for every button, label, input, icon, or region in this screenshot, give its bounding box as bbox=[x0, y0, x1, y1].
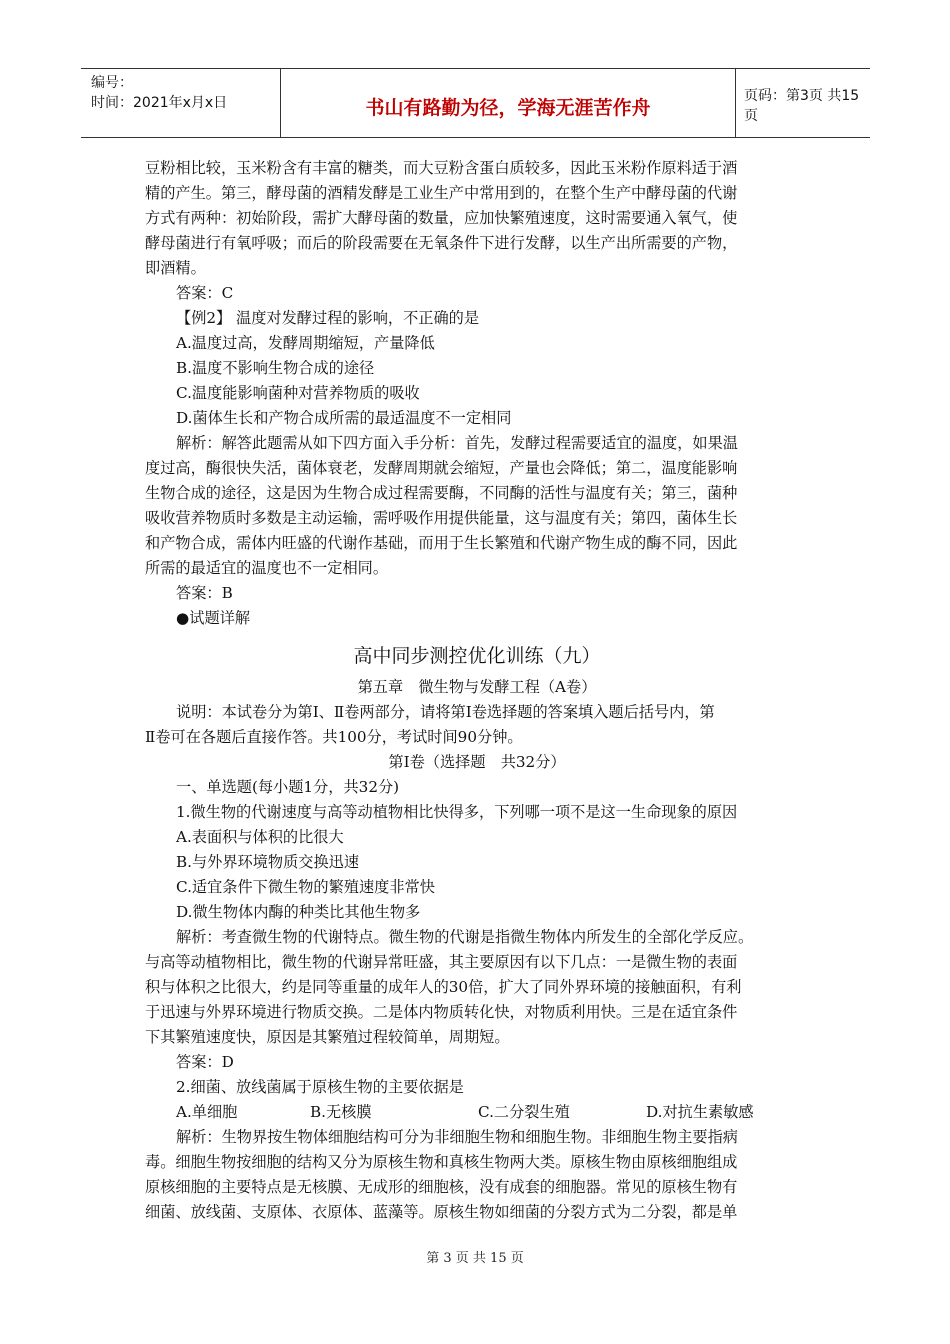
analysis-line: 和产物合成，需体内旺盛的代谢作基础，而用于生长繁殖和代谢产物生成的酶不同，因此 bbox=[145, 534, 738, 552]
header-page-info: 页码：第3页 共15页 bbox=[744, 88, 860, 124]
document-body bbox=[145, 156, 809, 1225]
text-line: 豆粉相比较，玉米粉含有丰富的糖类，而大豆粉含蛋白质较多，因此玉米粉作原料适于酒 bbox=[145, 159, 738, 177]
analysis-line: 解析：解答此题需从如下四方面入手分析：首先，发酵过程需要适宜的温度，如果温 bbox=[176, 434, 738, 452]
option-c: C.二分裂生殖 bbox=[478, 1103, 570, 1121]
answer-line: 答案：C bbox=[176, 284, 234, 302]
text-line: 酵母菌进行有氧呼吸；而后的阶段需要在无氧条件下进行发酵，以生产出所需要的产物， bbox=[145, 234, 738, 252]
analysis-line: 积与体积之比很大，约是同等重量的成年人的30倍，扩大了同外界环境的接触面积，有利 bbox=[145, 978, 742, 996]
chapter-title: 第五章 微生物与发酵工程（A卷） bbox=[357, 678, 597, 696]
exam-title: 高中同步测控优化训练（九） bbox=[353, 645, 601, 667]
question-2: 2.细菌、放线菌属于原核生物的主要依据是 bbox=[176, 1078, 464, 1096]
analysis-line: 细菌、放线菌、支原体、衣原体、蓝藻等。原核生物如细菌的分裂方式为二分裂，都是单 bbox=[145, 1203, 738, 1221]
analysis-line: 与高等动植物相比，微生物的代谢异常旺盛，其主要原因有以下几点：一是微生物的表面 bbox=[145, 953, 738, 971]
question-1: 1.微生物的代谢速度与高等动植物相比快得多，下列哪一项不是这一生命现象的原因 bbox=[176, 803, 738, 821]
option-line: B.温度不影响生物合成的途径 bbox=[176, 359, 375, 377]
option-line: D.菌体生长和产物合成所需的最适温度不一定相同 bbox=[176, 409, 512, 427]
option-d: D.对抗生素敏感 bbox=[646, 1103, 754, 1121]
analysis-line: 生物合成的途径，这是因为生物合成过程需要酶，不同酶的活性与温度有关；第三，菌种 bbox=[145, 484, 738, 502]
analysis-line: 所需的最适宜的温度也不一定相同。 bbox=[145, 559, 388, 577]
analysis-line: 原核细胞的主要特点是无核膜、无成形的细胞核，没有成套的细胞器。常见的原核生物有 bbox=[145, 1178, 738, 1196]
page-footer: 第 3 页 共 15 页 bbox=[426, 1251, 524, 1266]
analysis-line: 解析：生物界按生物体细胞结构可分为非细胞生物和细胞生物。非细胞生物主要指病 bbox=[176, 1128, 738, 1146]
example-heading: 【例2】 温度对发酵过程的影响，不正确的是 bbox=[176, 309, 480, 327]
header-motto: 书山有路勤为径，学海无涯苦作舟 bbox=[281, 69, 736, 137]
answer-line: 答案：D bbox=[176, 1053, 234, 1071]
instructions-line: Ⅱ卷可在各题后直接作答。共100分，考试时间90分钟。 bbox=[145, 728, 523, 746]
analysis-line: 解析：考查微生物的代谢特点。微生物的代谢是指微生物体内所发生的全部化学反应。 bbox=[176, 928, 754, 946]
option-line: D.微生物体内酶的种类比其他生物多 bbox=[176, 903, 421, 921]
analysis-line: 于迅速与外界环境进行物质交换。二是体内物质转化快，对物质利用快。三是在适宜条件 bbox=[145, 1003, 738, 1021]
analysis-line: 度过高，酶很快失活，菌体衰老，发酵周期就会缩短，产量也会降低；第二，温度能影响 bbox=[145, 459, 738, 477]
text-line: 精的产生。第三，酵母菌的酒精发酵是工业生产中常用到的，在整个生产中酵母菌的代谢 bbox=[145, 184, 738, 202]
text-line: 即酒精。 bbox=[145, 259, 206, 277]
options-row bbox=[145, 1100, 809, 1125]
option-line: A.表面积与体积的比很大 bbox=[176, 828, 344, 846]
doc-date-label: 时间：2021年x月x日 bbox=[91, 95, 228, 111]
doc-number-label: 编号： bbox=[91, 75, 133, 91]
analysis-line: 吸收营养物质时多数是主动运输，需呼吸作用提供能量，这与温度有关；第四，菌体生长 bbox=[145, 509, 738, 527]
analysis-line: 下其繁殖速度快，原因是其繁殖过程较简单，周期短。 bbox=[145, 1028, 510, 1046]
text-line: 方式有两种：初始阶段，需扩大酵母菌的数量，应加快繁殖速度，这时需要通入氧气，使 bbox=[145, 209, 738, 227]
option-line: C.适宜条件下微生物的繁殖速度非常快 bbox=[176, 878, 435, 896]
instructions-line: 说明：本试卷分为第Ⅰ、Ⅱ卷两部分，请将第Ⅰ卷选择题的答案填入题后括号内，第 bbox=[176, 703, 715, 721]
option-line: B.与外界环境物质交换迅速 bbox=[176, 853, 360, 871]
header-meta bbox=[81, 69, 281, 137]
page-header bbox=[81, 68, 870, 138]
part-title: 第Ⅰ卷（选择题 共32分） bbox=[388, 753, 566, 771]
option-line: C.温度能影响菌种对营养物质的吸收 bbox=[176, 384, 420, 402]
answer-line: 答案：B bbox=[176, 584, 233, 602]
section-bullet: ●试题详解 bbox=[176, 609, 251, 627]
section-title: 一、单选题(每小题1分，共32分) bbox=[176, 778, 400, 796]
option-a: A.单细胞 bbox=[176, 1103, 238, 1121]
option-line: A.温度过高，发酵周期缩短，产量降低 bbox=[176, 334, 435, 352]
option-b: B.无核膜 bbox=[310, 1103, 372, 1121]
analysis-line: 毒。细胞生物按细胞的结构又分为原核生物和真核生物两大类。原核生物由原核细胞组成 bbox=[145, 1153, 738, 1171]
